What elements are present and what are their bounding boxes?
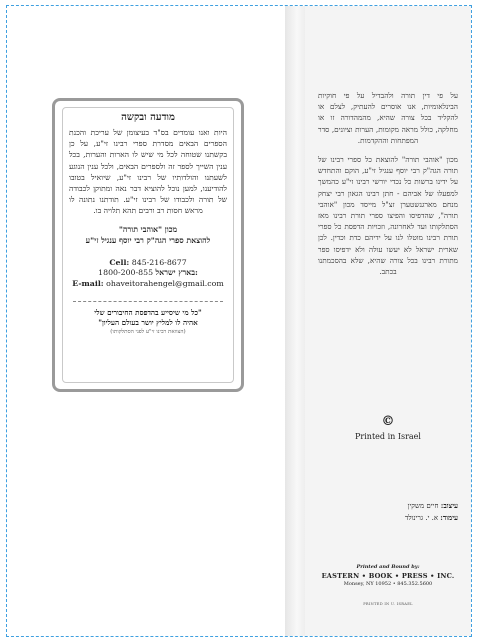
org-subtitle: להוצאת ספרי הגה"ק רבי יוסף ענגיל זי"ע <box>85 235 211 245</box>
email-line <box>69 279 227 290</box>
israel-phone: 1800-200-855 <box>98 268 154 278</box>
credit-design <box>318 500 458 512</box>
credits-block <box>318 500 458 524</box>
book-spine <box>285 6 305 636</box>
printer-name: EASTERN • BOOK • PRESS • INC. <box>321 572 455 580</box>
printer-caption: Printed and Bound by: <box>356 564 420 570</box>
cell-line <box>69 258 227 269</box>
copyright-text <box>318 90 458 285</box>
notice-box <box>52 98 244 392</box>
copyright-icon: © <box>381 414 395 429</box>
contact-block <box>69 258 227 290</box>
email-address: ohaveitorahengel@gmail.com <box>106 278 224 288</box>
quote-source: (הצוואת רבינו זי"ע לפני הסתלקותו) <box>110 329 186 336</box>
printer-block <box>318 563 458 608</box>
org-name: מכון "אוהבי תורה" <box>118 224 178 234</box>
israel-label: בארץ ישראל: <box>155 268 198 278</box>
notice-box-inner <box>62 107 234 383</box>
notice-title: מודעה ובקשה <box>121 112 175 123</box>
copyright-paragraph-1: על פי דין תורה ולהבדיל על פי חוקיות הבינלאומיות, אנו אוסרים להעתיק, לצלם או להקליד בכל צורה שהיא, מהמהדורה זו או מחלקה, כולל מראה מקומות, הערות וציונים, סדר המפתחות וההקדמות. <box>318 91 458 145</box>
cell-number: 845-216-8677 <box>131 257 187 267</box>
copyright-paragraph-2: מכון "אוהבי תורה" להוצאת כל ספרי רבינו של תורה הגה"ק רבי יוסף ענגיל זי"ע, הוקם והתחדש על ידינו ברשות כל נכדי יורשי רבינו זי"ע כהמשך למפעלו של אביהם - חתן רבינו הגאון רבי יצחק מנחם מארגנשטערן זצ"ל מייסד מכון "אוהבי תורה", שהדפיסו והפיצו ספרי תורת רבינו מאז הסתלקותו ועד לאחרונה, וזכויות הדפסת כל ספרי תורת רבינו מוטלו לנו על ידיהם כדת וכדין. לכן שארית ישראל לא יעשו עולה ולא ידפיסו ספר מתורת רבינו בכל צורה שהיא, שלא בהסכמתנו בכתב. <box>318 155 458 277</box>
credit-design-label: עיצוב: <box>440 501 458 510</box>
printer-address: Monsey, NY 10952 • 845.352.5600 <box>343 581 433 587</box>
israel-line <box>69 268 227 279</box>
copyright-block <box>318 414 458 441</box>
printer-country: PRINTED IN U. ISRAEL <box>363 602 413 606</box>
quote-line-2: אהיה לו למליץ יושר בעולם העליון" <box>98 318 198 328</box>
cell-label: Cell: <box>109 257 130 267</box>
quote-line-1: "כל מי שיסייע בהדפסת החיבורים שלי <box>94 308 202 318</box>
printed-in-israel: Printed in Israel <box>355 432 421 441</box>
credit-layout-label: עימוד: <box>440 513 458 522</box>
credit-layout-name: א. י. גרינולד <box>404 514 439 522</box>
credit-design-name: חיים משקין <box>407 502 439 510</box>
org-block <box>69 224 227 246</box>
quote-block <box>69 308 227 328</box>
dashed-divider <box>73 301 223 302</box>
credit-layout <box>318 512 458 524</box>
email-label: E-mail: <box>72 278 104 288</box>
notice-body: היות ואנו עומדים בס"ד בעיצומן של עריכת והכנת הספרים הבאים מסדרת ספרי רבינו זי"ע, על כן בקשתנו שטוחה לכל מי שיש לו הארות והערות, בכל ענין השייך לספר זה ולספרים הבאים, ולכל ענין הנוגע לשעתנו והולדותיו של רבינו זי"ע, שיואיל בטובו להודיענו, למען נוכל להוציא דבר נאה ומתוקן לכבודה של תורה ולכבודו של רבינו זי"ע. תודתנו נתונה לו מראש חסות רב ורבים תהא תלויה בו. <box>69 128 227 216</box>
